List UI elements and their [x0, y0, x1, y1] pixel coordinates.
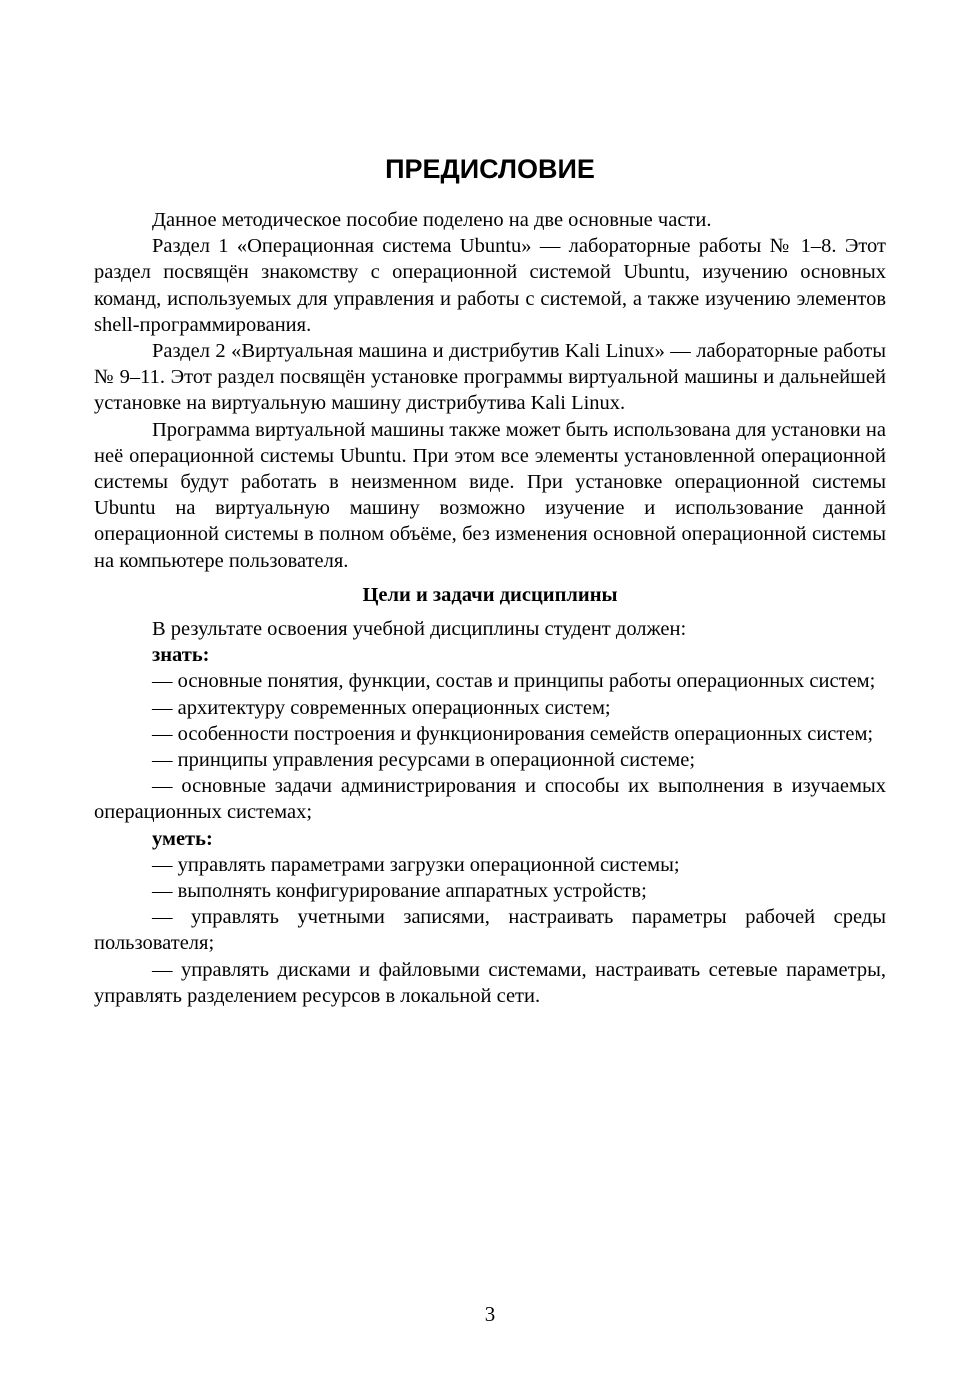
can-item: — управлять учетными записями, настраивать параметры рабочей среды пользователя; — [94, 906, 886, 955]
page-body — [94, 207, 886, 1009]
paragraph-intro: Данное методическое пособие поделено на две основные части. — [152, 209, 712, 231]
goals-heading: Цели и задачи дисциплины — [362, 583, 618, 606]
paragraph-section-1: Раздел 1 «Операционная система Ubuntu» — лабораторные работы № 1–8. Этот раздел посвящён знакомству с операционной системой Ubuntu, изучению основных команд, используемых для управления и работы с системой, а также изучению элементов shell-программирования. — [94, 235, 886, 336]
paragraph-virtual-machine: Программа виртуальной машины также может быть использована для установки на неё операционной системы Ubuntu. При этом все элементы установленной операционной системы будут работать в неизменном виде. При установке операционной системы Ubuntu на виртуальную машину возможно изучение и использование данной операционной системы в полном объёме, без изменения основной операционной системы на компьютере пользователя. — [94, 418, 886, 572]
know-item: — архитектуру современных операционных систем; — [152, 696, 611, 719]
know-item: — принципы управления ресурсами в операционной системе; — [152, 749, 696, 772]
page-title: ПРЕДИСЛОВИЕ — [385, 154, 595, 184]
can-item: — выполнять конфигурирование аппаратных устройств; — [152, 880, 647, 903]
know-item: — особенности построения и функционирования семейств операционных систем; — [152, 722, 874, 745]
goals-intro: В результате освоения учебной дисциплины студент должен: — [152, 618, 687, 641]
know-label: знать: — [152, 644, 210, 667]
know-item: — основные понятия, функции, состав и принципы работы операционных систем; — [152, 670, 876, 693]
know-item: — основные задачи администрирования и способы их выполнения в изучаемых операционных системах; — [94, 775, 886, 824]
paragraph-section-2: Раздел 2 «Виртуальная машина и дистрибутив Kali Linux» — лабораторные работы № 9–11. Этот раздел посвящён установке программы виртуальной машины и дальнейшей установке на виртуальную машину дистрибутива Kali Linux. — [94, 340, 886, 415]
can-item: — управлять параметрами загрузки операционной системы; — [152, 853, 680, 876]
page-number: 3 — [484, 1302, 496, 1326]
can-item: — управлять дисками и файловыми системами, настраивать сетевые параметры, управлять разделением ресурсов в локальной сети. — [94, 958, 886, 1007]
can-label: уметь: — [152, 827, 213, 850]
